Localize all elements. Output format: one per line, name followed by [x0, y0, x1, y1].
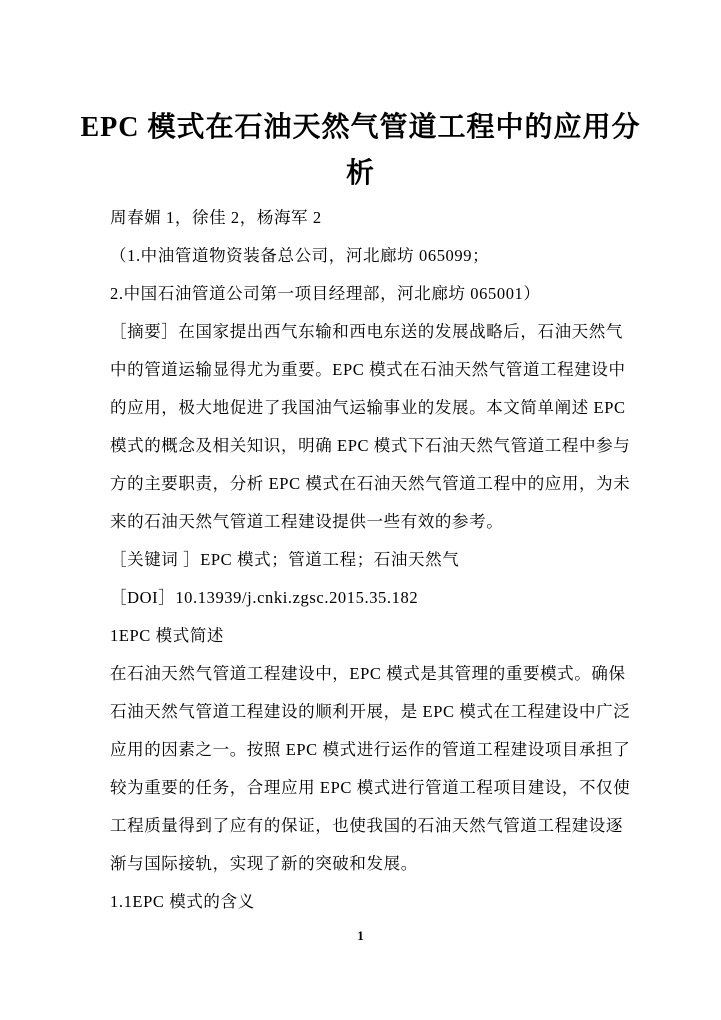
body-line: 渐与国际接轨，实现了新的突破和发展。	[110, 854, 418, 873]
abstract-line: 中的管道运输显得尤为重要。EPC 模式在石油天然气管道工程建设中	[110, 360, 626, 379]
body-line: 在石油天然气管道工程建设中，EPC 模式是其管理的重要模式。确保	[110, 664, 626, 683]
affiliation-line-2: 2.中国石油管道公司第一项目经理部，河北廊坊 065001）	[110, 284, 541, 303]
body-line: 工程质量得到了应有的保证，也使我国的石油天然气管道工程建设逐	[110, 816, 623, 835]
document-title-line-1: EPC 模式在石油天然气管道工程中的应用分	[80, 111, 641, 143]
abstract-line: 来的石油天然气管道工程建设提供一些有效的参考。	[110, 512, 504, 531]
authors-line: 周春媚 1，徐佳 2，杨海军 2	[110, 208, 322, 227]
abstract-line: 模式的概念及相关知识，明确 EPC 模式下石油天然气管道工程中参与	[110, 436, 631, 455]
document-title-line-2: 析	[345, 157, 375, 189]
abstract-line: ［摘要］在国家提出西气东输和西电东送的发展战略后，石油天然气	[110, 322, 623, 341]
body-line: 较为重要的任务，合理应用 EPC 模式进行管道工程项目建设，不仅使	[110, 778, 631, 797]
body-line: 石油天然气管道工程建设的顺利开展，是 EPC 模式在工程建设中广泛	[110, 702, 631, 721]
abstract-line: 的应用，极大地促进了我国油气运输事业的发展。本文简单阐述 EPC	[110, 398, 626, 417]
keywords-line: ［关键词 ］EPC 模式；管道工程；石油天然气	[110, 550, 460, 569]
abstract-line: 方的主要职责，分析 EPC 模式在石油天然气管道工程中的应用，为未	[110, 474, 631, 493]
document-body	[110, 199, 631, 921]
document-title	[60, 105, 661, 197]
section-heading-1: 1EPC 模式简述	[110, 626, 225, 645]
doi-line: ［DOI］10.13939/j.cnki.zgsc.2015.35.182	[110, 588, 419, 607]
body-line: 应用的因素之一。按照 EPC 模式进行运作的管道工程建设项目承担了	[110, 740, 631, 759]
page-number: 1	[357, 928, 364, 943]
section-heading-1-1: 1.1EPC 模式的含义	[110, 892, 255, 911]
affiliation-line-1: （1.中油管道物资装备总公司，河北廊坊 065099；	[110, 246, 490, 265]
